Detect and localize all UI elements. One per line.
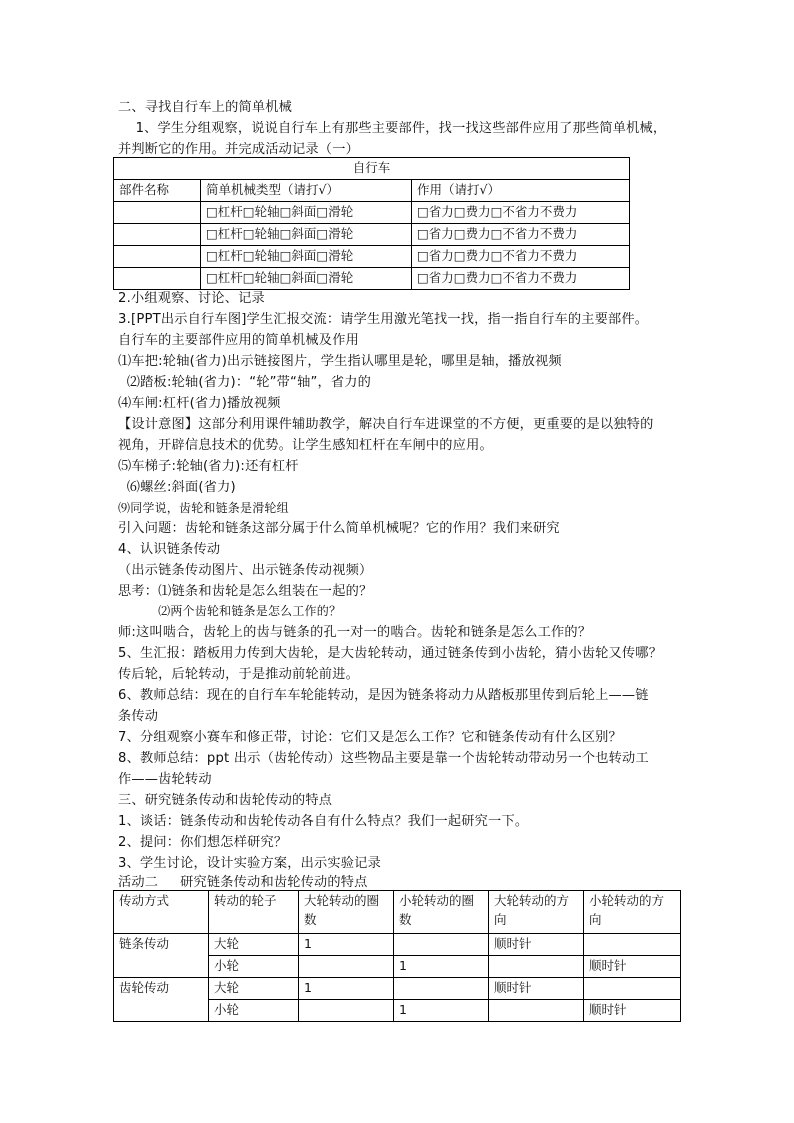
table-cell: 1 [394,956,489,978]
table-cell [394,978,489,1000]
table-cell [584,934,681,956]
table-cell: 1 [299,978,394,1000]
table-cell [489,956,584,978]
header-cell: 作用（请打√） [412,180,630,202]
table-title: 自行车 [114,158,630,180]
paragraph: ⑹螺丝:斜面(省力) [118,480,236,495]
paragraph: 引入问题：齿轮和链条这部分属于什么简单机械呢？它的作用？我们来研究 [118,521,560,536]
header-cell: 大轮转动的方向 [489,891,584,934]
table-row [114,978,681,1000]
table-cell [394,934,489,956]
table-header-row [114,891,681,934]
paragraph: 并判断它的作用。并完成活动记录（一） [118,142,359,157]
table-cell: □杠杆□轮轴□斜面□滑轮 [201,246,412,268]
table-cell [584,978,681,1000]
paragraph: 3、学生讨论，设计实验方案，出示实验记录 [118,856,381,871]
table-cell [299,1000,394,1022]
table-row [114,268,630,290]
table-cell [114,268,201,290]
table-row [114,246,630,268]
paragraph: 7、分组观察小赛车和修正带，讨论：它们又是怎么工作？它和链条传动有什么区别？ [118,730,622,745]
table-cell [299,956,394,978]
paragraph: 视角，开辟信息技术的优势。让学生感知杠杆在车闸中的应用。 [118,438,493,453]
table-cell: 小轮 [209,956,299,978]
table-cell: 顺时针 [584,956,681,978]
table-row [114,202,630,224]
paragraph: 传后轮，后轮转动，于是推动前轮前进。 [118,667,359,682]
table-cell [489,1000,584,1022]
header-cell: 部件名称 [114,180,201,202]
table-cell: □杠杆□轮轴□斜面□滑轮 [201,202,412,224]
table-cell: □省力□费力□不省力不费力 [412,224,630,246]
table-row [114,934,681,956]
table-cell: □省力□费力□不省力不费力 [412,202,630,224]
paragraph: 【设计意图】这部分利用课件辅助教学，解决自行车进课堂的不方便，更重要的是以独特的 [118,417,654,432]
table-cell: 小轮 [209,1000,299,1022]
activity-record-table-1 [113,157,630,290]
table-cell: 顺时针 [584,1000,681,1022]
paragraph: 1、谈话：链条传动和齿轮传动各自有什么特点？我们一起研究一下。 [118,814,529,829]
table-cell: 顺时针 [489,934,584,956]
table-cell: □省力□费力□不省力不费力 [412,246,630,268]
paragraph: 条传动 [118,709,159,724]
paragraph: （出示链条传动图片、出示链条传动视频） [118,563,373,578]
paragraph: 3.[PPT出示自行车图]学生汇报交流：请学生用激光笔找一找，指一指自行车的主要部件。 [118,312,649,327]
table-cell [114,202,201,224]
paragraph: ⑸车梯子:轮轴(省力):还有杠杆 [118,459,299,474]
paragraph: 8、教师总结：ppt 出示（齿轮传动）这些物品主要是靠一个齿轮转动带动另一个也转动工 [118,751,649,766]
paragraph: 1、学生分组观察，说说自行车上有那些主要部件，找一找这些部件应用了那些简单机械， [118,121,667,136]
paragraph: 自行车的主要部件应用的简单机械及作用 [118,333,359,348]
activity-record-table-2 [113,890,681,1022]
section-heading-2: 二、寻找自行车上的简单机械 [118,100,293,115]
paragraph: 作——齿轮转动 [118,772,212,787]
table-cell: 顺时针 [489,978,584,1000]
paragraph: ⑴车把:轮轴(省力)出示链接图片，学生指认哪里是轮，哪里是轴，播放视频 [118,354,562,369]
table-cell: □杠杆□轮轴□斜面□滑轮 [201,268,412,290]
section-heading-4: 4、认识链条传动 [118,542,221,557]
table-cell: 1 [299,934,394,956]
paragraph: 5、生汇报：踏板用力传到大齿轮，是大齿轮转动，通过链条传到小齿轮，猜小齿轮又传哪？ [118,646,663,661]
paragraph: ⑵踏板:轮轴(省力)：“轮”带“轴”，省力的 [118,375,372,390]
table-cell [114,246,201,268]
paragraph: 6、教师总结：现在的自行车车轮能转动，是因为链条将动力从踏板那里传到后轮上——链 [118,688,649,703]
header-cell: 转动的轮子 [209,891,299,934]
table-cell: 大轮 [209,978,299,1000]
table-row [114,224,630,246]
section-heading-3: 三、研究链条传动和齿轮传动的特点 [118,793,333,808]
group-cell: 链条传动 [114,934,209,978]
paragraph: 2.小组观察、讨论、记录 [118,291,265,306]
header-cell: 大轮转动的圈数 [299,891,394,934]
group-cell: 齿轮传动 [114,978,209,1022]
paragraph: ⑼同学说，齿轮和链条是滑轮组 [118,501,289,515]
table-cell [114,224,201,246]
table-caption: 活动二 研究链条传动和齿轮传动的特点 [118,875,368,890]
table-cell: 1 [394,1000,489,1022]
header-cell: 小轮转动的圈数 [394,891,489,934]
header-cell: 传动方式 [114,891,209,934]
header-cell: 简单机械类型（请打√） [201,180,412,202]
paragraph: ⑷车闸:杠杆(省力)播放视频 [118,396,281,411]
paragraph: 师:这叫啮合，齿轮上的齿与链条的孔一对一的啮合。齿轮和链条是怎么工作的？ [118,625,592,640]
paragraph: ⑵两个齿轮和链条是怎么工作的？ [118,604,342,618]
paragraph: 2、提问：你们想怎样研究？ [118,835,288,850]
header-cell: 小轮转动的方向 [584,891,681,934]
table-cell: □杠杆□轮轴□斜面□滑轮 [201,224,412,246]
table-cell: □省力□费力□不省力不费力 [412,268,630,290]
table-header-row [114,180,630,202]
table-cell: 大轮 [209,934,299,956]
paragraph: 思考：⑴链条和齿轮是怎么组装在一起的？ [118,584,373,599]
